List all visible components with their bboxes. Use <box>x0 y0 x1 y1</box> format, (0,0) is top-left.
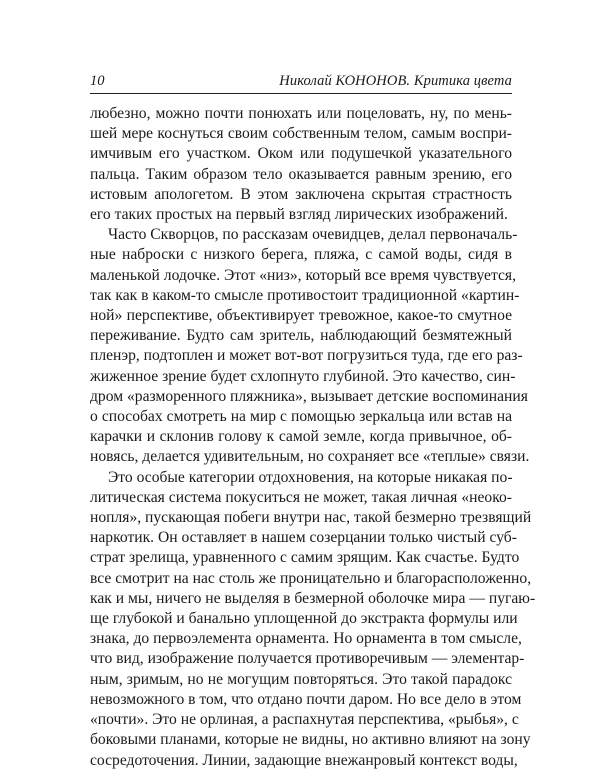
text-line: все смотрит на нас столь же проницательно и благорасположенно, <box>90 569 532 587</box>
text-line: так как в каком-то смысле противостоит традиционной «картин- <box>90 286 520 304</box>
text-line: знака, до первоэлемента орнамента. Но орнамента в том смысле, <box>90 630 522 648</box>
text-line: страт зрелища, уравненного с самим зрящим. Как счастье. Будто <box>90 549 520 567</box>
text-line: Это особые категории отдохновения, на которые никакая по- <box>108 468 513 486</box>
paragraph <box>90 468 536 771</box>
running-header <box>90 72 512 94</box>
text-line: «почти». Это не орлиная, а распахнутая перспектива, «рыбья», с <box>90 711 519 729</box>
text-line: ще глубокой и банально уплощенной до экстракта формулы или <box>90 610 518 628</box>
text-line: ные наброски с низкого берега, пляжа, с самой воды, сидя в <box>90 246 512 264</box>
text-line: новясь, делается удивительным, но сохраняет все «теплые» связи. <box>90 448 530 466</box>
text-line: пленэр, подтоплен и может вот-вот погрузиться туда, где его раз- <box>90 347 523 365</box>
text-line: невозможного в том, что отдано почти даром. Но все дело в этом <box>90 690 522 708</box>
text-line: литическая система покуситься не может, такая личная «неоко- <box>90 488 512 506</box>
text-line: как и мы, ничего не выделяя в безмерной оболочке мира — пугаю- <box>90 589 536 607</box>
text-line: нопля», пускающая побеги внутри нас, такой безмерно трезвящий <box>90 509 532 527</box>
text-line: жиженное зрение будет схлопнуто глубиной. Это качество, син- <box>90 367 516 385</box>
text-line: маленькой лодочке. Этот «низ», который все время чувствуется, <box>90 266 516 284</box>
text-line: его таких простых на первый взгляд лирических изображений. <box>90 206 508 224</box>
text-line: переживание. Будто сам зритель, наблюдающий безмятежный <box>90 327 512 345</box>
paragraph <box>90 225 530 467</box>
text-line: дром «разморенного пляжника», вызывает детские воспоминания <box>90 387 528 405</box>
text-line: боковыми планами, которые не видны, но активно влияют на зону <box>90 731 531 749</box>
text-line: что вид, изображение получается противоречивым — элементар- <box>90 650 525 668</box>
page-number: 10 <box>90 73 105 89</box>
text-line: карачки и склонив голову к самой земле, когда привычное, об- <box>90 428 512 446</box>
text-line: сосредоточения. Линии, задающие внежанровый контекст воды, <box>90 751 518 769</box>
text-line: пальца. Таким образом тело оказывается равным зрению, его <box>90 165 512 183</box>
text-line: Часто Скворцов, по рассказам очевидцев, делал первоначаль- <box>108 226 518 244</box>
text-line: ной» перспективе, объективирует тревожное, какое-то смутное <box>90 307 512 325</box>
text-line: истовым апологетом. В этом заключена скрытая страстность <box>90 185 512 203</box>
text-line: о способах смотреть на мир с помощью зеркальца или встав на <box>90 408 512 426</box>
text-line: имчивым его участком. Оком или подушечкой указательного <box>90 145 512 163</box>
paragraph <box>90 104 512 225</box>
text-line: шей мере коснуться своим собственным телом, самым воспри- <box>90 125 512 143</box>
text-line: ным, зримым, но не могущим повторяться. Это такой парадокс <box>90 670 512 688</box>
text-line: любезно, можно почти понюхать или поцеловать, ну, по мень- <box>90 105 512 122</box>
book-page <box>90 72 536 771</box>
text-line: наркотик. Он оставляет в нашем созерцании только чистый суб- <box>90 529 517 547</box>
body-text <box>90 104 536 771</box>
running-title: Николай КОНОНОВ. Критика цвета <box>279 73 512 89</box>
